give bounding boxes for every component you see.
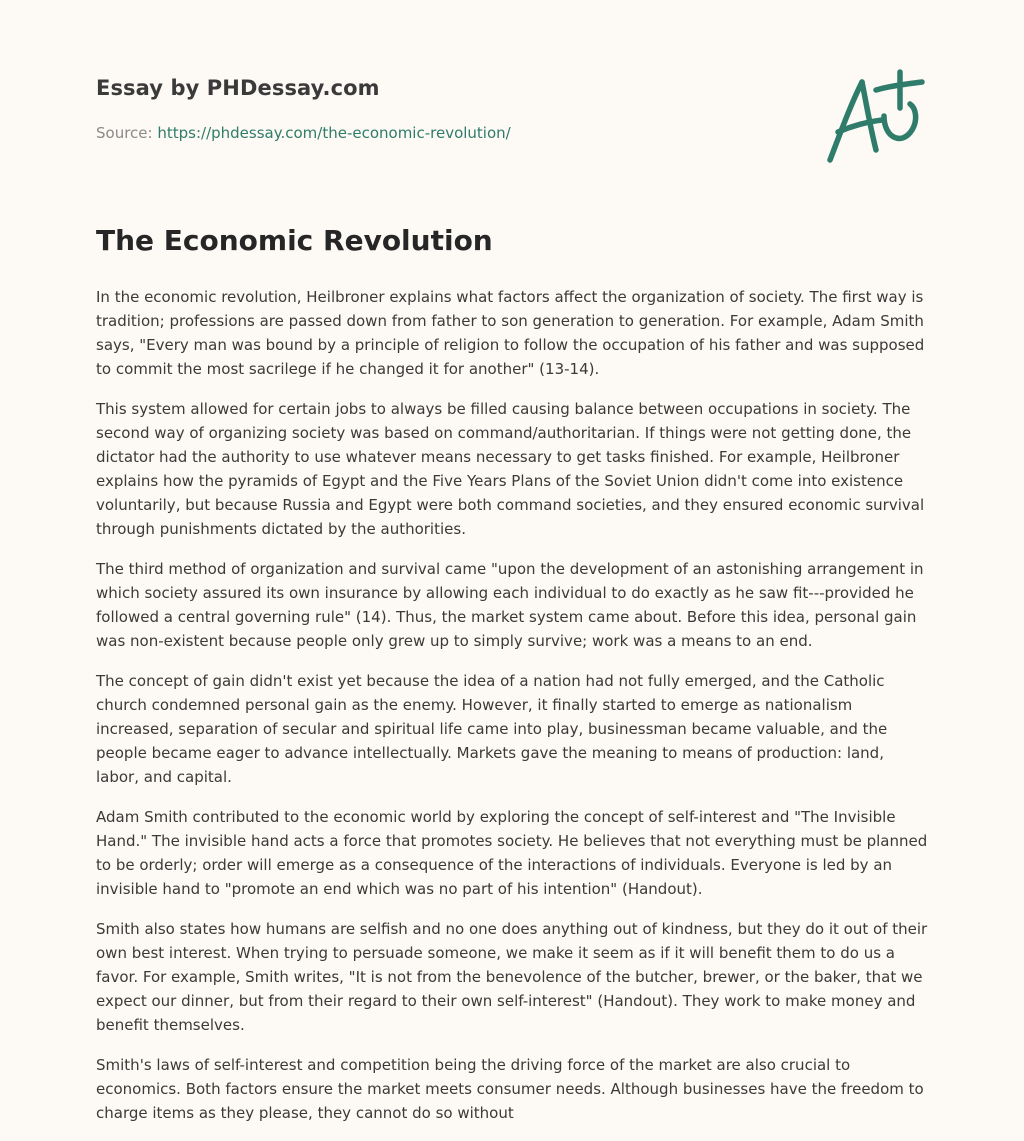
paragraph: Smith also states how humans are selfish and no one does anything out of kindness, but they do it out of their own best interest. When trying to persuade someone, we make it seem as if it will benefit them to do us a favor. For example, Smith writes, "It is not from the benevolence of the butcher, brewer, or the baker, that we expect our dinner, but from their regard to their own self-interest" (Handout). They work to make money and benefit themselves. bbox=[96, 920, 928, 1034]
paragraph: This system allowed for certain jobs to always be filled causing balance between occupations in society. The second way of organizing society was based on command/authoritarian. If things were not getting done, the dictator had the authority to use whatever means necessary to get tasks finished. For example, Heilbroner explains how the pyramids of Egypt and the Five Years Plans of the Soviet Union didn't come into existence voluntarily, but because Russia and Egypt were both command societies, and they ensured economic survival through punishments dictated by the authorities. bbox=[96, 400, 925, 538]
paragraph: In the economic revolution, Heilbroner explains what factors affect the organization of society. The first way is tradition; professions are passed down from father to son generation to generation. For example, Adam Smith says, "Every man was bound by a principle of religion to follow the occupation of his father and was supposed to commit the most sacrilege if he changed it for another" (13-14). bbox=[96, 288, 925, 378]
paragraph: The concept of gain didn't exist yet because the idea of a nation had not fully emerged, and the Catholic church condemned personal gain as the enemy. However, it finally started to emerge as nationalism increased, separation of secular and spiritual life came into play, businessman became valuable, and the people became eager to advance intellectually. Markets gave the meaning to means of production: land, labor, and capital. bbox=[96, 672, 888, 786]
paragraph: The third method of organization and survival came "upon the development of an astonishing arrangement in which society assured its own insurance by allowing each individual to do exactly as he saw fit---provided he followed a central governing rule" (14). Thus, the market system came about. Before this idea, personal gain was non-existent because people only grew up to simply survive; work was a means to an end. bbox=[96, 560, 924, 650]
site-title: Essay by PHDessay.com bbox=[96, 76, 380, 100]
article-title: The Economic Revolution bbox=[96, 224, 493, 257]
source-link[interactable]: https://phdessay.com/the-economic-revolution/ bbox=[157, 124, 511, 142]
paragraph: Smith's laws of self-interest and competition being the driving force of the market are also crucial to economics. Both factors ensure the market meets consumer needs. Although businesses have the freedom to charge items as they please, they cannot do so without bbox=[96, 1056, 924, 1122]
source-line bbox=[96, 124, 511, 142]
page-header bbox=[96, 0, 928, 200]
source-label: Source: bbox=[96, 124, 153, 142]
article-body bbox=[96, 285, 928, 1141]
paragraph: Adam Smith contributed to the economic world by exploring the concept of self-interest and "The Invisible Hand." The invisible hand acts a force that promotes society. He believes that not everything must be planned to be orderly; order will emerge as a consequence of the interactions of individuals. Everyone is led by an invisible hand to "promote an end which was no part of his intention" (Handout). bbox=[96, 808, 928, 898]
a-plus-logo-icon bbox=[824, 68, 928, 168]
